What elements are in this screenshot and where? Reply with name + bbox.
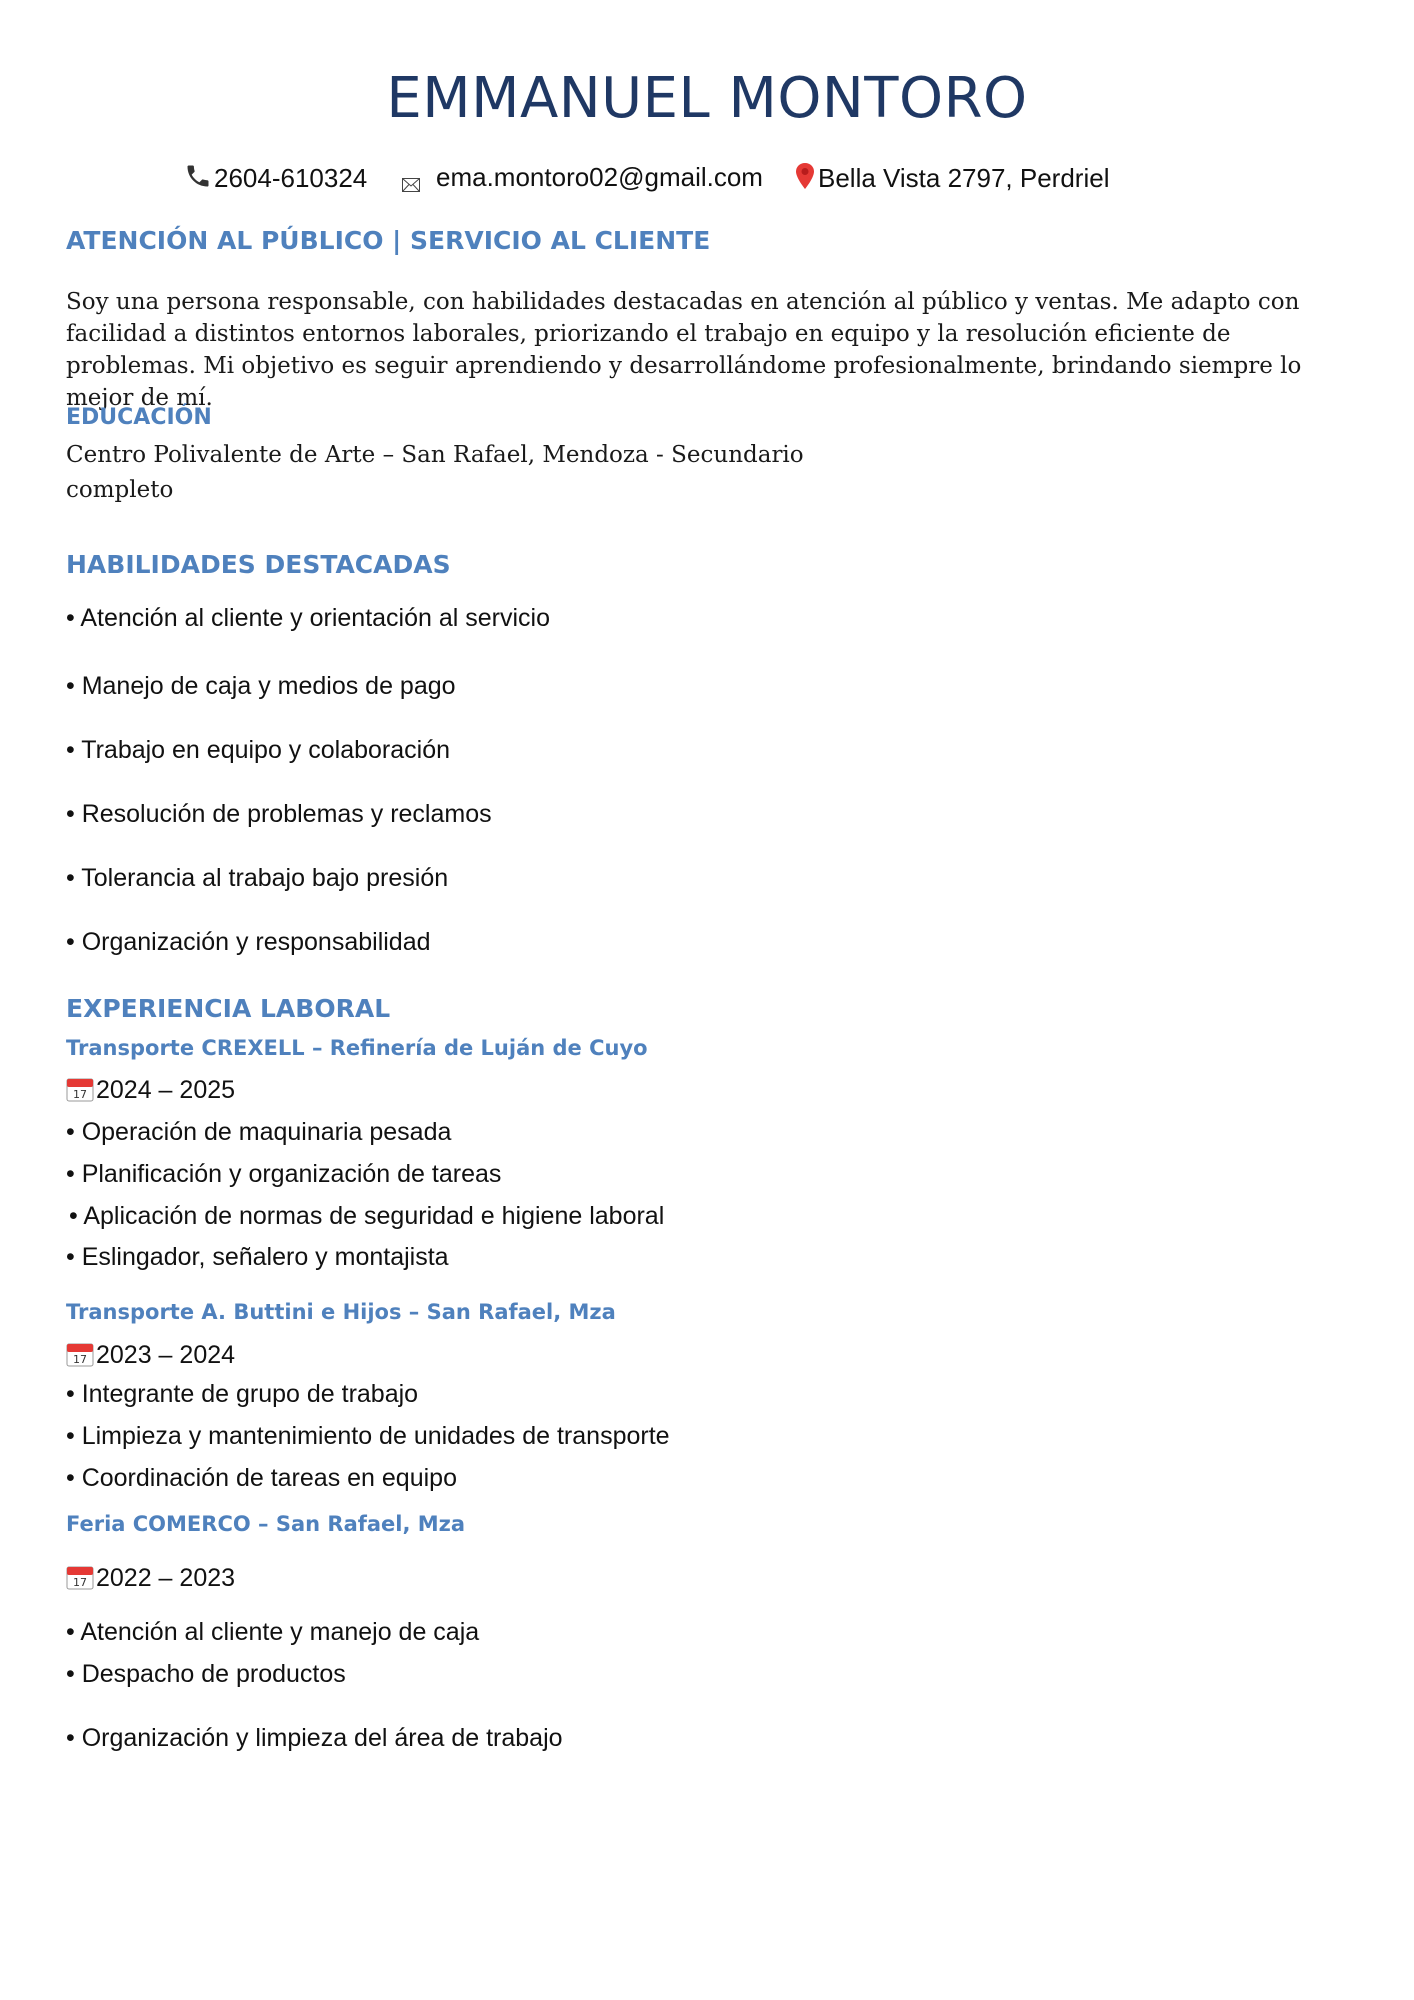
job-task: • Coordinación de tareas en equipo [66,1464,457,1492]
contact-email [402,162,763,199]
svg-text:17: 17 [73,1576,87,1589]
job-task: • Integrante de grupo de trabajo [66,1380,419,1408]
job-dates [66,1341,235,1370]
job-company: Transporte CREXELL – Refinería de Luján de Cuyo [66,1036,648,1060]
resume-name: EMMANUEL MONTORO [386,66,1028,131]
calendar-icon [66,1341,94,1367]
email-address: ema.montoro02@gmail.com [436,162,763,192]
profile-title: ATENCIÓN AL PÚBLICO | SERVICIO AL CLIENTE [66,226,711,255]
education-line-1: Centro Polivalente de Arte – San Rafael, Mendoza - Secundario [66,442,804,468]
education-line-2: completo [66,477,174,503]
contact-phone [184,162,367,197]
skill-item: • Trabajo en equipo y colaboración [66,736,451,764]
svg-text:17: 17 [73,1088,87,1101]
job-company: Feria COMERCO – San Rafael, Mza [66,1512,466,1536]
job-dates [66,1564,235,1593]
skill-item: • Tolerancia al trabajo bajo presión [66,864,449,892]
job-dates [66,1076,235,1105]
job-task: • Atención al cliente y manejo de caja [66,1618,480,1646]
job-task: • Planificación y organización de tareas [66,1160,502,1188]
experience-title: EXPERIENCIA LABORAL [66,994,391,1023]
job-task: • Organización y limpieza del área de trabajo [66,1724,563,1752]
skill-item: • Atención al cliente y orientación al servicio [66,604,551,632]
job-dates-text: 2022 – 2023 [96,1564,236,1592]
svg-text:17: 17 [73,1353,87,1366]
job-task: • Aplicación de normas de seguridad e higiene laboral [69,1202,665,1230]
job-company: Transporte A. Buttini e Hijos – San Rafael, Mza [66,1300,616,1324]
envelope-icon [402,168,420,199]
skills-title: HABILIDADES DESTACADAS [66,550,451,579]
address-text: Bella Vista 2797, Perdriel [818,163,1110,193]
job-task: • Limpieza y mantenimiento de unidades de transporte [66,1422,670,1450]
job-task: • Despacho de productos [66,1660,346,1688]
profile-summary: Soy una persona responsable, con habilidades destacadas en atención al público y ventas. Me adapto con facilidad a distintos entornos laborales, priorizando el trabajo en equipo y la resolución eficiente de problemas. Mi objetivo es seguir aprendiendo y desarrollándome profesionalmente, brindando siempre lo mejor de mí. [66,289,1302,411]
job-dates-text: 2024 – 2025 [96,1076,236,1104]
phone-icon [184,162,212,197]
skill-item: • Organización y responsabilidad [66,928,431,956]
skill-item: • Manejo de caja y medios de pago [66,672,456,700]
calendar-icon [66,1076,94,1102]
job-task: • Operación de maquinaria pesada [66,1118,452,1146]
location-pin-icon [794,162,816,197]
calendar-icon [66,1564,94,1590]
education-title: EDUCACIÓN [66,405,212,430]
job-dates-text: 2023 – 2024 [96,1341,236,1369]
skill-item: • Resolución de problemas y reclamos [66,800,492,828]
contact-address [794,162,1109,197]
job-task: • Eslingador, señalero y montajista [66,1243,449,1271]
phone-number: 2604-610324 [214,163,368,193]
